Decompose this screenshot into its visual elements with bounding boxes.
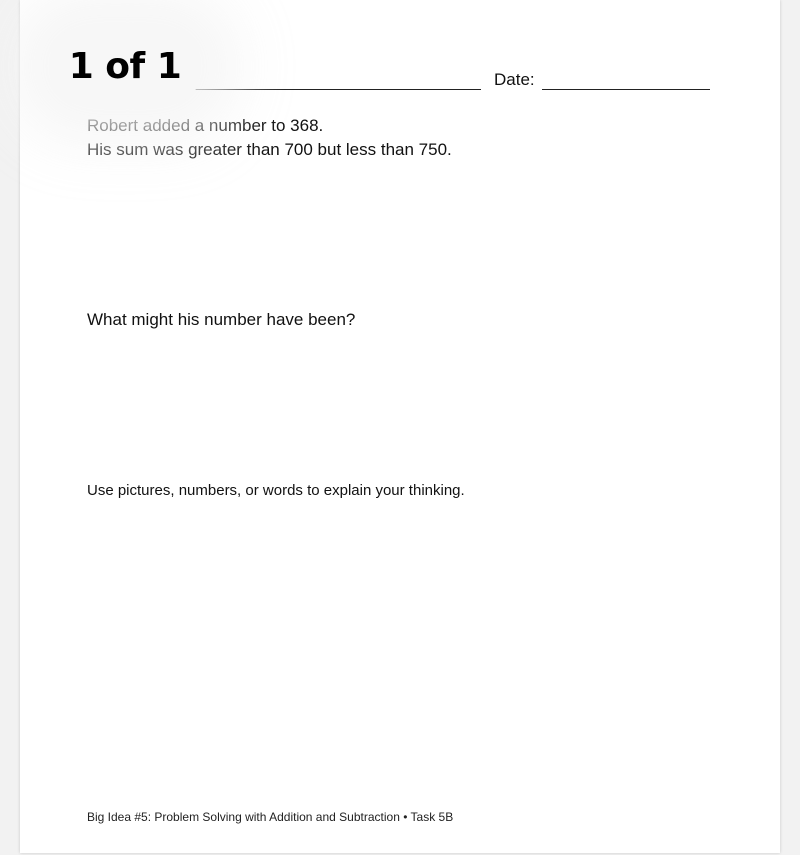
date-label: Date: xyxy=(494,70,535,89)
instruction-text: Use pictures, numbers, or words to explain your thinking. xyxy=(87,482,465,499)
problem-line-1: Robert added a number to 368. xyxy=(87,116,324,135)
page-footer: Big Idea #5: Problem Solving with Addition and Subtraction • Task 5B xyxy=(87,810,454,824)
page-indicator-badge: 1 of 1 xyxy=(50,28,200,104)
name-blank-line xyxy=(193,89,481,90)
question-text: What might his number have been? xyxy=(87,310,356,329)
date-blank-line xyxy=(542,89,710,90)
worksheet-page xyxy=(20,0,780,853)
problem-line-2: His sum was greater than 700 but less than 750. xyxy=(87,140,452,159)
